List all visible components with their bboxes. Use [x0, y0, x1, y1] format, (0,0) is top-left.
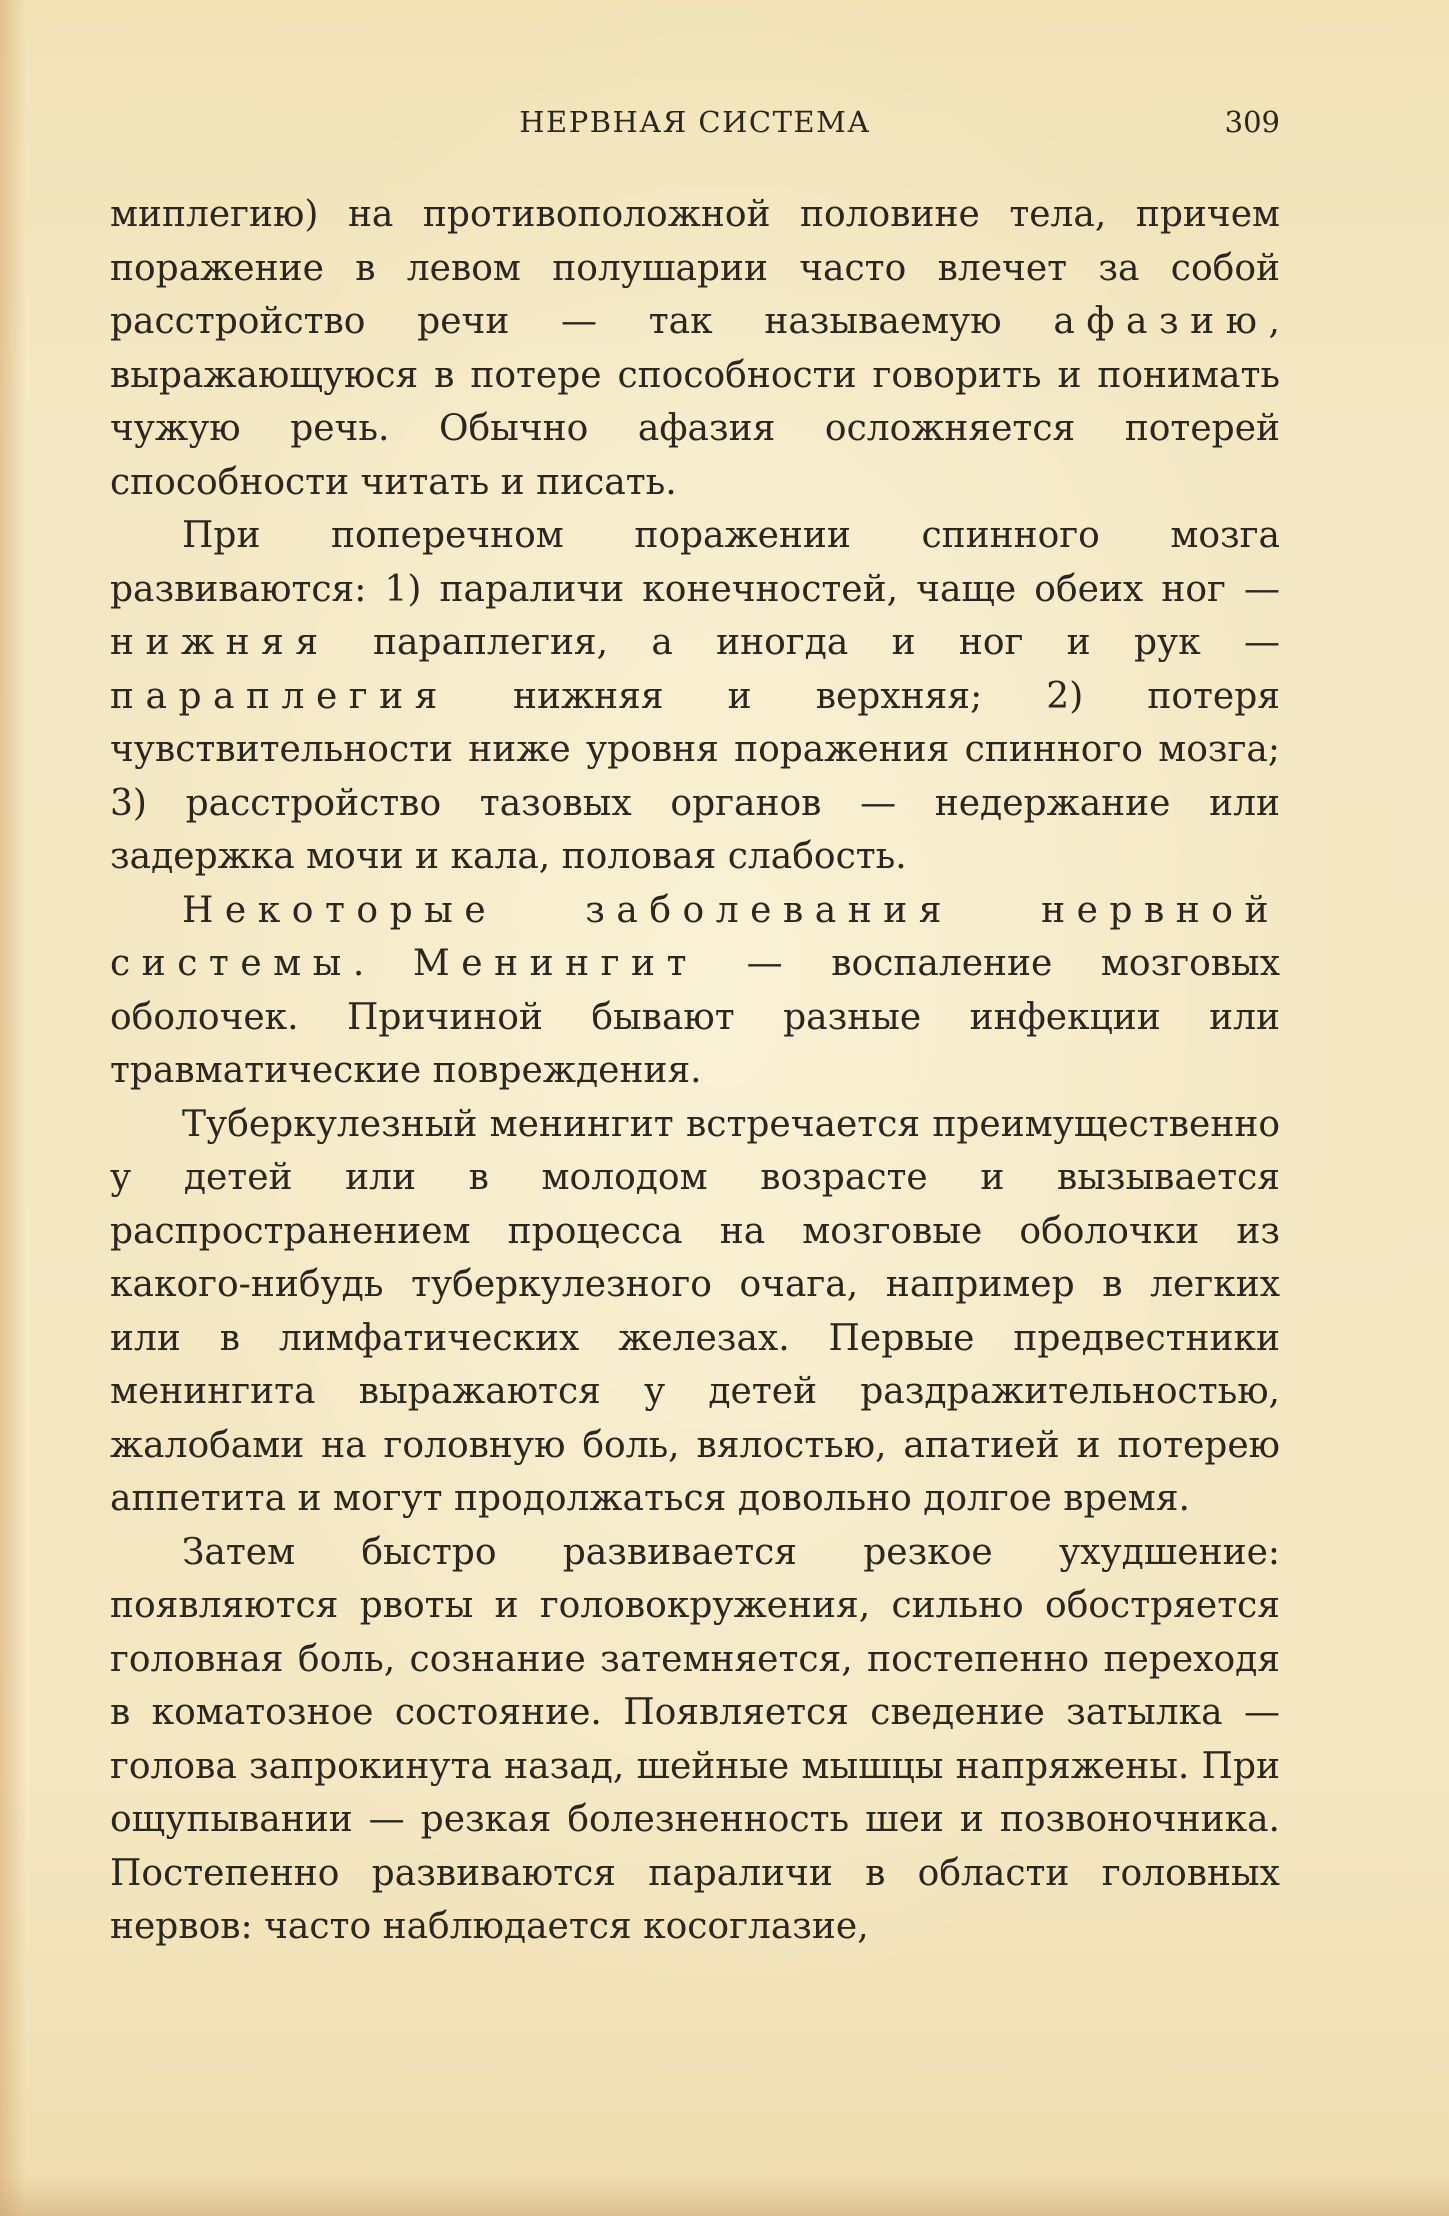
text-segment: Затем быстро развивается резкое ухудшение: появляются рвоты и головокружения, сильно обостряется головная боль, сознание затемняется, постепенно переходя в коматозное состояние. Появляется сведение затылка — голова запрокинута назад, шейные мышцы напряжены. При ощупывании — резкая болезненность шеи и позвоночника. Постепенно развиваются параличи в области головных нервов: часто наблюдается косоглазие, [110, 1531, 1280, 1947]
spaced-term: Менингит [412, 943, 699, 984]
paragraph [110, 188, 1280, 509]
paragraph [110, 1526, 1280, 1954]
text-segment: , выражающуюся в потере способности говорить и понимать чужую речь. Обычно афазия осложняется потерей способности читать и писать. [110, 301, 1280, 503]
page-edge-shading [0, 0, 26, 2216]
paragraph [110, 509, 1280, 884]
text-segment: — воспаление мозговых оболочек. Причиной бывают разные инфекции или травматические повреждения. [110, 943, 1280, 1091]
spaced-term: нижняя [110, 622, 330, 663]
text-segment: миплегию) на противоположной половине тела, причем поражение в левом полушарии часто влечет за собой расстройство речи — так называемую [110, 194, 1280, 342]
text-segment: При поперечном поражении спинного мозга развиваются: 1) параличи конечностей, чаще обеих ног — [110, 515, 1280, 610]
spaced-term: афазию [1053, 301, 1269, 342]
running-head [110, 100, 1280, 144]
running-title: НЕРВНАЯ СИСТЕМА [519, 105, 871, 139]
page-number: 309 [1224, 105, 1280, 139]
text-segment: нижняя и верхняя; 2) потеря чувствительности ниже уровня поражения спинного мозга; 3) расстройство тазовых органов — недержание или задержка мочи и кала, половая слабость. [110, 675, 1280, 877]
paragraph [110, 884, 1280, 1098]
page-bottom-shading [0, 2176, 1449, 2216]
text-body [110, 188, 1280, 1954]
section-heading: Некоторые заболевания нервной системы [110, 889, 1280, 984]
text-segment: Туберкулезный менингит встречается преимущественно у детей или в молодом возрасте и вызывается распространением процесса на мозговые оболочки из какого-нибудь туберкулезного очага, например в легких или в лимфатических железах. Первые предвестники менингита выражаются у детей раздражительностью, жалобами на головную боль, вялостью, апатией и потерею аппетита и могут продолжаться довольно долгое время. [110, 1103, 1280, 1519]
text-segment: . [352, 943, 413, 984]
text-segment: параплегия, а иногда и ног и рук — [329, 622, 1280, 663]
spaced-term: параплегия [110, 675, 449, 717]
paragraph [110, 1098, 1280, 1526]
